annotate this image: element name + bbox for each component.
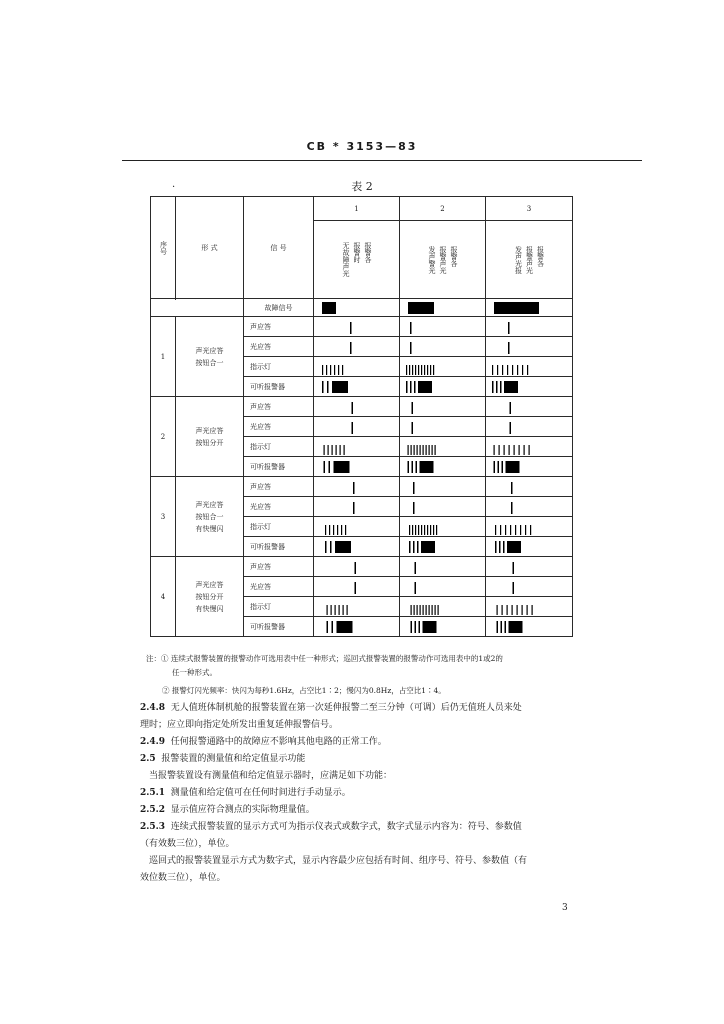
col-mode-1 bbox=[314, 221, 400, 299]
signal-wave bbox=[486, 577, 573, 597]
signal-wave bbox=[314, 577, 400, 597]
signal-label: 指示灯 bbox=[244, 597, 314, 617]
document-header: CB * 3153—83 bbox=[306, 140, 418, 153]
paragraph bbox=[140, 819, 600, 836]
signal-wave bbox=[486, 597, 573, 617]
col-mode-2 bbox=[400, 221, 486, 299]
signal-wave bbox=[400, 397, 486, 417]
signal-label: 声应答 bbox=[244, 317, 314, 337]
fault-wave-1 bbox=[314, 299, 400, 317]
mode-text: 报警声光 bbox=[439, 245, 447, 274]
mode-text: 发声警光 bbox=[428, 245, 436, 274]
clause-text: 无人值班体制机舱的报警装置在第一次延伸报警二至三分钟（可调）后仍无值班人员来处 bbox=[170, 703, 522, 713]
paragraph bbox=[140, 734, 600, 751]
clause-text: 连续式报警装置的显示方式可为指示仪表式或数字式，数字式显示内容为：符号、参数值 bbox=[170, 822, 522, 832]
signal-label: 光应答 bbox=[244, 337, 314, 357]
signal-wave bbox=[314, 417, 400, 437]
signal-label: 可听报警器 bbox=[244, 377, 314, 397]
signal-wave bbox=[314, 337, 400, 357]
mode-text: 发声光报 bbox=[514, 245, 523, 274]
signal-label: 指示灯 bbox=[244, 437, 314, 457]
mode-text: 报警时 bbox=[353, 242, 361, 263]
signal-wave bbox=[314, 597, 400, 617]
signal-wave bbox=[400, 437, 486, 457]
signal-wave bbox=[400, 377, 486, 397]
col-mode-3 bbox=[486, 221, 573, 299]
signal-wave bbox=[314, 457, 400, 477]
signal-wave bbox=[400, 597, 486, 617]
signal-wave bbox=[314, 397, 400, 417]
note-1-cont: 任一种形式。 bbox=[172, 668, 217, 677]
paragraph bbox=[140, 802, 600, 819]
signal-wave bbox=[400, 417, 486, 437]
group-4-row bbox=[151, 557, 573, 577]
paragraph-cont: 理时；应立即向指定处所发出重复延伸报警信号。 bbox=[140, 720, 339, 730]
signal-label: 可听报警器 bbox=[244, 537, 314, 557]
mode-text: 报警各 bbox=[536, 245, 545, 267]
paragraph-cont: 效位数三位），单位。 bbox=[140, 873, 226, 883]
signal-label: 光应答 bbox=[244, 577, 314, 597]
signal-wave bbox=[314, 557, 400, 577]
signal-label: 指示灯 bbox=[244, 517, 314, 537]
header-signal: 信 号 bbox=[244, 197, 314, 299]
signal-wave bbox=[486, 437, 573, 457]
clause-number: 2.4.9 bbox=[140, 737, 166, 747]
paragraph bbox=[140, 853, 600, 870]
fault-row bbox=[151, 299, 573, 317]
group-num: 3 bbox=[151, 477, 176, 557]
header-seq: 序号 bbox=[151, 197, 176, 299]
mode-text: 无故障声光 bbox=[342, 242, 350, 277]
clause-number: 2.5 bbox=[140, 754, 156, 764]
paragraph bbox=[140, 751, 600, 768]
signal-wave bbox=[486, 557, 573, 577]
signal-wave bbox=[314, 317, 400, 337]
signal-wave bbox=[314, 377, 400, 397]
clause-number: 2.4.8 bbox=[140, 703, 166, 713]
group-num: 2 bbox=[151, 397, 176, 477]
signal-label: 光应答 bbox=[244, 497, 314, 517]
fault-row-label: 故障信号 bbox=[244, 299, 314, 317]
signal-wave bbox=[486, 617, 573, 637]
mode-text: 报警各 bbox=[450, 245, 458, 267]
signal-wave bbox=[486, 537, 573, 557]
paragraph-cont: （有效数三位），单位。 bbox=[140, 839, 235, 849]
signal-label: 可听报警器 bbox=[244, 617, 314, 637]
group-form: 声光应答 按钮分开 bbox=[176, 397, 244, 477]
group-3-row bbox=[151, 477, 573, 497]
signal-wave bbox=[400, 457, 486, 477]
signal-label: 声应答 bbox=[244, 397, 314, 417]
note-1: 注：① 连续式报警装置的报警动作可选用表中任一种形式；巡回式报警装置的报警动作可选用表中的1或2的 bbox=[146, 654, 503, 663]
group-form: 声光应答 按钮分开 有快慢闪 bbox=[176, 557, 244, 637]
signal-wave bbox=[400, 577, 486, 597]
signal-wave bbox=[400, 617, 486, 637]
signal-wave bbox=[486, 317, 573, 337]
clause-number: 2.5.2 bbox=[140, 805, 166, 815]
signal-wave bbox=[400, 317, 486, 337]
signal-wave bbox=[400, 357, 486, 377]
group-1-row bbox=[151, 317, 573, 337]
paragraph bbox=[140, 700, 600, 717]
group-num: 1 bbox=[151, 317, 176, 397]
signal-wave bbox=[314, 537, 400, 557]
col-num-2: 2 bbox=[400, 197, 486, 221]
signal-wave bbox=[400, 477, 486, 497]
signal-wave bbox=[314, 517, 400, 537]
body-text bbox=[140, 700, 600, 887]
signal-wave bbox=[486, 377, 573, 397]
page-number: 3 bbox=[562, 903, 568, 913]
signal-wave bbox=[400, 517, 486, 537]
paragraph bbox=[140, 785, 600, 802]
group-2-row bbox=[151, 397, 573, 417]
signal-wave bbox=[400, 537, 486, 557]
signal-wave bbox=[486, 477, 573, 497]
mode-text: 报警各 bbox=[364, 242, 372, 263]
clause-number: 2.5.1 bbox=[140, 788, 166, 798]
signal-wave bbox=[400, 337, 486, 357]
header-rule bbox=[122, 160, 642, 161]
signal-wave bbox=[400, 557, 486, 577]
signal-wave bbox=[314, 357, 400, 377]
table-notes bbox=[146, 652, 586, 698]
clause-text: 报警装置的测量值和给定值显示功能 bbox=[161, 754, 306, 764]
group-form: 声光应答 按钮合一 bbox=[176, 317, 244, 397]
signal-wave bbox=[314, 477, 400, 497]
signal-wave bbox=[486, 457, 573, 477]
paragraph bbox=[140, 768, 600, 785]
table-caption: 表 2 bbox=[351, 180, 373, 193]
signal-wave bbox=[486, 337, 573, 357]
signal-wave bbox=[400, 497, 486, 517]
clause-text: 任何报警通路中的故障应不影响其他电路的正常工作。 bbox=[170, 737, 387, 747]
signal-wave bbox=[486, 417, 573, 437]
note-2: ② 报警灯闪光频率：快闪为每秒1.6Hz，占空比1∶2；慢闪为0.8Hz，占空比1∶4。 bbox=[162, 686, 446, 695]
signal-label: 声应答 bbox=[244, 557, 314, 577]
indent-text: 巡回式的报警装置显示方式为数字式，显示内容最少应包括有时间、组序号、符号、参数值（有 bbox=[149, 856, 528, 866]
signal-label: 光应答 bbox=[244, 417, 314, 437]
group-num: 4 bbox=[151, 557, 176, 637]
clause-text: 显示值应符合测点的实际物理量值。 bbox=[170, 805, 315, 815]
decorative-dot: . bbox=[172, 179, 176, 190]
fault-wave-3 bbox=[486, 299, 573, 317]
header-form: 形 式 bbox=[176, 197, 244, 299]
indent-text: 当报警装置设有测量值和给定值显示器时，应满足如下功能： bbox=[149, 771, 393, 781]
signal-label: 可听报警器 bbox=[244, 457, 314, 477]
clause-text: 测量值和给定值可在任何时间进行手动显示。 bbox=[170, 788, 351, 798]
signal-wave bbox=[314, 617, 400, 637]
alarm-table bbox=[150, 196, 573, 637]
group-form: 声光应答 按钮合一 有快慢闪 bbox=[176, 477, 244, 557]
col-num-1: 1 bbox=[314, 197, 400, 221]
col-num-3: 3 bbox=[486, 197, 573, 221]
signal-wave bbox=[486, 357, 573, 377]
signal-wave bbox=[314, 437, 400, 457]
signal-label: 指示灯 bbox=[244, 357, 314, 377]
signal-wave bbox=[314, 497, 400, 517]
signal-label: 声应答 bbox=[244, 477, 314, 497]
mode-text: 报警声光 bbox=[525, 245, 534, 274]
signal-wave bbox=[486, 397, 573, 417]
fault-wave-2 bbox=[400, 299, 486, 317]
clause-number: 2.5.3 bbox=[140, 822, 166, 832]
signal-wave bbox=[486, 517, 573, 537]
signal-wave bbox=[486, 497, 573, 517]
